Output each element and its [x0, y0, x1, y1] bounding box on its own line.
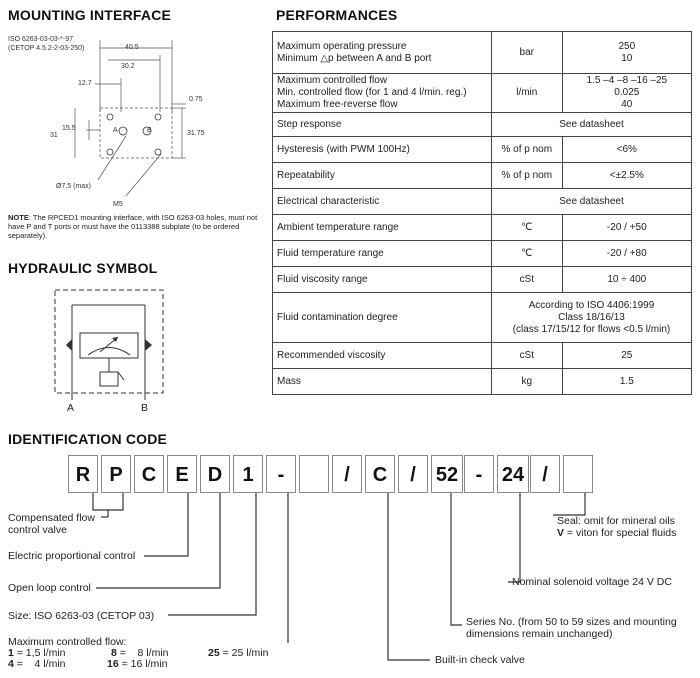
label-flow-1: 1 = 1,5 l/min	[8, 647, 66, 659]
code-box: 52	[431, 455, 463, 493]
perf-value: 10 ÷ 400	[562, 267, 691, 293]
perf-unit: ℃	[491, 215, 562, 241]
perf-value: According to ISO 4406:1999 Class 18/16/13 (class 17/15/12 for flows <0.5 l/min)	[491, 293, 691, 343]
perf-value: 1.5	[562, 369, 691, 395]
dim-40-5: 40.5	[125, 44, 139, 51]
perf-value: See datasheet	[491, 189, 691, 215]
label-series-2: dimensions remain unchanged)	[466, 628, 613, 640]
perf-param: Step response	[273, 113, 492, 137]
label-compensated-1: Compensated flow	[8, 512, 95, 524]
perf-unit: % of p nom	[491, 163, 562, 189]
code-box: -	[266, 455, 296, 493]
label-flow-16: 16 = 16 l/min	[107, 658, 168, 670]
mounting-title: MOUNTING INTERFACE	[8, 7, 172, 23]
perf-param: Electrical characteristic	[273, 189, 492, 215]
perf-param: Fluid temperature range	[273, 241, 492, 267]
perf-value: See datasheet	[491, 113, 691, 137]
perf-value: <6%	[562, 137, 691, 163]
perf-value: 25	[562, 343, 691, 369]
perf-value: 1.5 –4 –8 –16 –25 0.025 40	[562, 74, 691, 113]
code-box: /	[332, 455, 362, 493]
perf-param: Maximum operating pressure Minimum △p between A and B port	[273, 32, 492, 74]
dim-31-75: 31.75	[187, 130, 205, 137]
code-box: 1	[233, 455, 263, 493]
label-flow-8: 8 = 8 l/min	[111, 647, 169, 659]
label-seal-1: Seal: omit for mineral oils	[557, 515, 675, 527]
label-compensated-2: control valve	[8, 524, 67, 536]
perf-value: <±2.5%	[562, 163, 691, 189]
code-box: E	[167, 455, 197, 493]
dim-30-2: 30.2	[121, 63, 135, 70]
label-seal-2: V = viton for special fluids	[557, 527, 677, 539]
dim-12-7: 12.7	[78, 80, 92, 87]
performances-title: PERFORMANCES	[276, 7, 398, 23]
perf-unit: ℃	[491, 241, 562, 267]
code-box: 24	[497, 455, 529, 493]
perf-unit: kg	[491, 369, 562, 395]
perf-value: 250 10	[562, 32, 691, 74]
hydraulic-title: HYDRAULIC SYMBOL	[8, 260, 158, 276]
mount-port-b: B	[147, 127, 152, 134]
perf-unit: cSt	[491, 343, 562, 369]
perf-unit: % of p nom	[491, 137, 562, 163]
label-voltage: Nominal solenoid voltage 24 V DC	[512, 576, 672, 588]
label-flow-25: 25 = 25 l/min	[208, 647, 269, 659]
perf-value: -20 / +80	[562, 241, 691, 267]
code-box: /	[530, 455, 560, 493]
code-box: P	[101, 455, 131, 493]
dim-15-5: 15.5	[62, 125, 76, 132]
iso-code-2: (CETOP 4.5.2-2-03-250)	[8, 45, 85, 52]
perf-value: -20 / +50	[562, 215, 691, 241]
code-box: C	[134, 455, 164, 493]
perf-param: Recommended viscosity	[273, 343, 492, 369]
code-box: R	[68, 455, 98, 493]
label-electric: Electric proportional control	[8, 550, 136, 562]
code-box: /	[398, 455, 428, 493]
perf-param: Hysteresis (with PWM 100Hz)	[273, 137, 492, 163]
label-check-valve: Built-in check valve	[435, 654, 525, 666]
code-box: C	[365, 455, 395, 493]
hydraulic-port-a: A	[67, 402, 75, 414]
label-size: Size: ISO 6263-03 (CETOP 03)	[8, 610, 155, 622]
perf-unit: l/min	[491, 74, 562, 113]
perf-param: Ambient temperature range	[273, 215, 492, 241]
label-flow-title: Maximum controlled flow:	[8, 636, 127, 648]
label-series-1: Series No. (from 50 to 59 sizes and mounting	[466, 616, 677, 628]
code-box: -	[464, 455, 494, 493]
mounting-note: NOTE: The RPCED1 mounting interface, with ISO 6263-03 holes, must not have P and T ports or must have the 0113388 subplate (to be ordered separately).	[8, 213, 258, 240]
dim-m5: M5	[113, 201, 123, 208]
iso-code-1: ISO 6263-03-03-*-97	[8, 36, 73, 43]
perf-param: Fluid contamination degree	[273, 293, 492, 343]
perf-param: Maximum controlled flow Min. controlled flow (for 1 and 4 l/min. reg.) Maximum free-reverse flow	[273, 74, 492, 113]
code-box: D	[200, 455, 230, 493]
label-flow-4: 4 = 4 l/min	[8, 658, 66, 670]
hydraulic-port-b: B	[141, 402, 149, 414]
label-open-loop: Open loop control	[8, 582, 91, 594]
dim-0-75: 0.75	[189, 96, 203, 103]
perf-param: Repeatability	[273, 163, 492, 189]
mount-port-a: A	[113, 127, 118, 134]
perf-unit: cSt	[491, 267, 562, 293]
dim-31: 31	[50, 132, 58, 139]
perf-param: Mass	[273, 369, 492, 395]
dim-diameter: Ø7.5 (max)	[56, 183, 92, 190]
perf-unit: bar	[491, 32, 562, 74]
identification-title: IDENTIFICATION CODE	[8, 431, 168, 447]
perf-param: Fluid viscosity range	[273, 267, 492, 293]
